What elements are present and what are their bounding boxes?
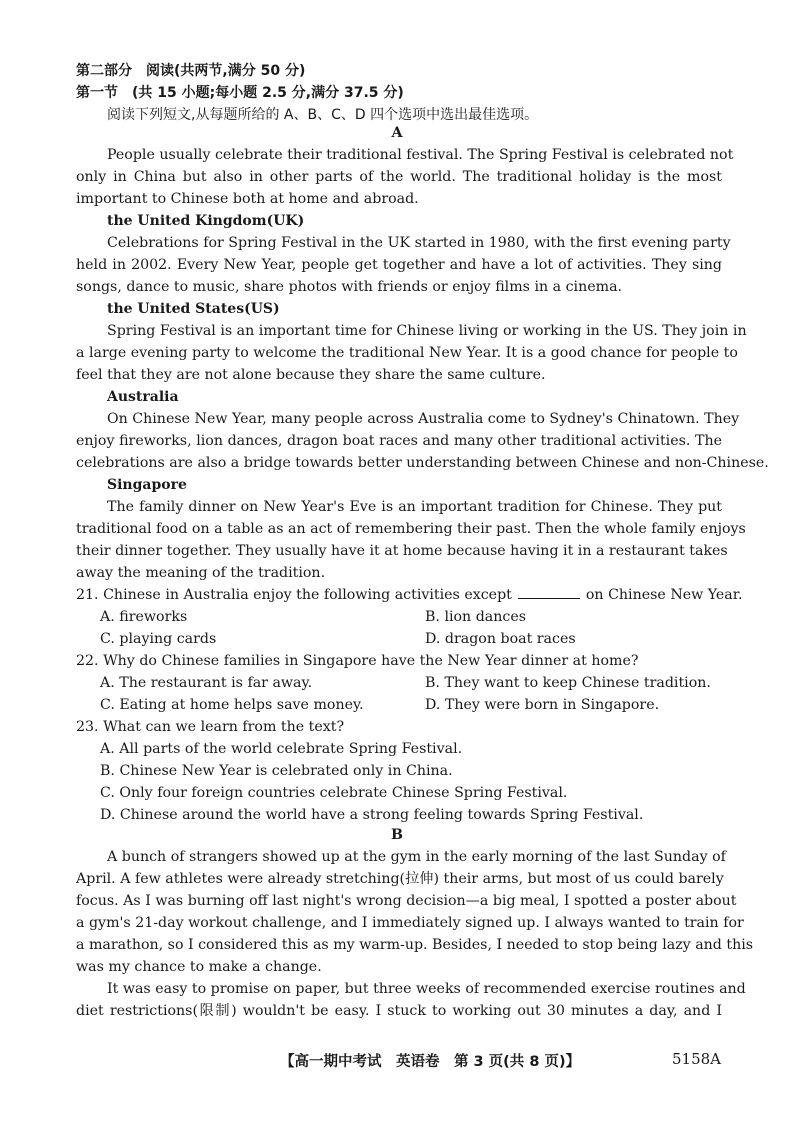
- passage-line: was my chance to make a change.: [76, 959, 322, 975]
- option-c: C. playing cards: [100, 631, 217, 647]
- question-stem: 21. Chinese in Australia enjoy the following activities except: [76, 587, 512, 603]
- footer-info: 【高一期中考试 英语卷 第 3 页(共 8 页)】: [280, 1054, 581, 1070]
- option-b: B. lion dances: [425, 609, 527, 625]
- passage-b-label: B: [391, 827, 403, 843]
- passage-line: important to Chinese both at home and abroad.: [76, 191, 419, 207]
- option-b: B. They want to keep Chinese tradition.: [425, 675, 711, 691]
- answer-blank: [518, 584, 580, 599]
- question-22: 22. Why do Chinese families in Singapore have the New Year dinner at home?: [76, 653, 639, 669]
- passage-line: focus. As I was burning off last night's wrong decision—a big meal, I spotted a poster about: [76, 893, 737, 909]
- passage-line: enjoy fireworks, lion dances, dragon boat races and many other traditional activities. The: [76, 433, 722, 449]
- passage-line: diet restrictions(限制) wouldn't be easy. I stuck to working out 30 minutes a day, and I: [76, 1003, 722, 1019]
- option-c: C. Only four foreign countries celebrate Chinese Spring Festival.: [100, 785, 568, 801]
- option-b: B. Chinese New Year is celebrated only in China.: [100, 763, 453, 779]
- option-d: D. Chinese around the world have a strong feeling towards Spring Festival.: [100, 807, 644, 823]
- passage-line: Celebrations for Spring Festival in the UK started in 1980, with the first evening party: [107, 235, 731, 251]
- instruction: 阅读下列短文,从每题所给的 A、B、C、D 四个选项中选出最佳选项。: [107, 107, 539, 123]
- option-a: A. fireworks: [100, 609, 188, 625]
- passage-line: People usually celebrate their traditional festival. The Spring Festival is celebrated not: [107, 147, 734, 163]
- uk-heading: the United Kingdom(UK): [107, 213, 305, 229]
- option-d: D. They were born in Singapore.: [425, 697, 660, 713]
- question-stem-end: on Chinese New Year.: [585, 587, 743, 603]
- passage-line: a gym's 21-day workout challenge, and I immediately signed up. I always wanted to train for: [76, 915, 744, 931]
- passage-line: a large evening party to welcome the traditional New Year. It is a good chance for people to: [76, 345, 738, 361]
- passage-line: feel that they are not alone because they share the same culture.: [76, 367, 546, 383]
- passage-line: Spring Festival is an important time for Chinese living or working in the US. They join in: [107, 323, 747, 339]
- passage-line: only in China but also in other parts of the world. The traditional holiday is the most: [76, 169, 722, 185]
- passage-line: songs, dance to music, share photos with friends or enjoy films in a cinema.: [76, 279, 623, 295]
- part-heading: 第二部分 阅读(共两节,满分 50 分): [76, 63, 306, 79]
- passage-line: On Chinese New Year, many people across Australia come to Sydney's Chinatown. They: [107, 411, 740, 427]
- singapore-heading: Singapore: [107, 477, 187, 493]
- passage-line: A bunch of strangers showed up at the gym in the early morning of the last Sunday of: [107, 849, 726, 865]
- passage-line: away the meaning of the tradition.: [76, 565, 326, 581]
- passage-line: It was easy to promise on paper, but three weeks of recommended exercise routines and: [107, 981, 746, 997]
- option-a: A. The restaurant is far away.: [100, 675, 313, 691]
- passage-line: April. A few athletes were already stretching(拉伸) their arms, but most of us could barely: [76, 871, 724, 887]
- section-heading: 第一节 (共 15 小题;每小题 2.5 分,满分 37.5 分): [76, 85, 404, 101]
- us-heading: the United States(US): [107, 301, 280, 317]
- passage-line: held in 2002. Every New Year, people get together and have a lot of activities. They sing: [76, 257, 722, 273]
- australia-heading: Australia: [107, 389, 179, 405]
- passage-a-label: A: [391, 125, 403, 141]
- passage-line: their dinner together. They usually have it at home because having it in a restaurant takes: [76, 543, 728, 559]
- passage-line: celebrations are also a bridge towards better understanding between Chinese and non-Chinese.: [76, 455, 769, 471]
- passage-line: traditional food on a table as an act of remembering their past. Then the whole family enjoys: [76, 521, 746, 537]
- passage-line: a marathon, so I considered this as my warm-up. Besides, I needed to stop being lazy and this: [76, 937, 754, 953]
- option-d: D. dragon boat races: [425, 631, 576, 647]
- paper-code: 5158A: [672, 1050, 722, 1068]
- option-a: A. All parts of the world celebrate Spring Festival.: [100, 741, 463, 757]
- question-21: [76, 584, 743, 606]
- passage-line: The family dinner on New Year's Eve is an important tradition for Chinese. They put: [107, 499, 722, 515]
- option-c: C. Eating at home helps save money.: [100, 697, 364, 713]
- question-23: 23. What can we learn from the text?: [76, 719, 345, 735]
